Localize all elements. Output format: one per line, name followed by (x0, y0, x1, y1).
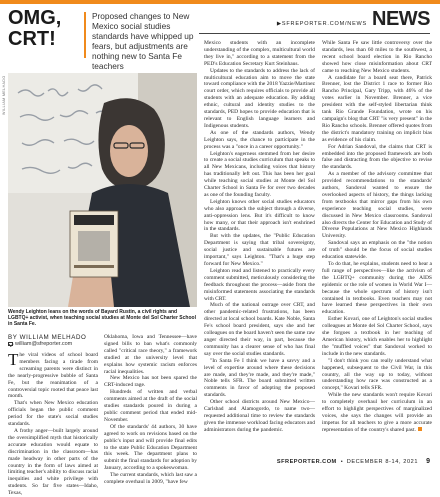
body-paragraph: Leighton's eagerness stemmed from her desire to create a social studies curriculum that speaks to all New Mexicans, including voices that history has traditionally left out. This has been her goal while teaching social studies at Monte del Sol Charter School in Santa Fe for over two decades as one of the founding faculty. (204, 150, 315, 198)
body-paragraph: Other school districts around New Mexico—Carlsbad and Alamogordo, to name two—requested additional time to review the standards given the immense workload facing educators and administrators during the pandemic. (204, 399, 315, 433)
body-column-1a (8, 350, 98, 497)
body-paragraph: New Mexico has not been spared the CRT-induced rage. (104, 375, 197, 389)
page-footer (277, 458, 430, 465)
section-header (277, 8, 430, 31)
body-paragraph: Hundreds of written and verbal comments aimed at the draft of the social studies standards poured in during a public comment period that ended mid-November. (104, 389, 197, 423)
body-paragraph: A frothy anger—built largely around the oversimplified myth that historically accurate education would equate to discrimination in the classroom—has made headway in other parts of the country in the form of laws aimed at limiting teacher's ability to discuss racial inequities and white privilege with students. So far five states—Idaho, Texas, (8, 427, 98, 497)
body-paragraph: Leighton read and listened to practically every comment submitted, meticulously considering the feedback throughout the process—aside from the misinformed statements associating the standards with CRT. (204, 267, 315, 302)
teacher-photo-illustration (8, 73, 197, 307)
body-paragraph: To do that, he explains, students need to hear a full range of perspectives—like the activism of the LGBTQ+ community during the AIDS epidemic or the role of women in World War I—because the whole spectrum of history isn't contained in textbooks. Even teachers may not have learned these perspectives in their own education. (322, 261, 432, 316)
body-paragraph: Much of the national outrage over CRT, and other pandemic-related frustrations, has been directed at local school boards. Kate Noble, Santa Fe's school board president, says she and her colleagues on the board haven't seen the same raw anger directed their way, in part, because the community has a clearer sense of who has final say over the social studies standards. (204, 302, 315, 357)
photo-credit: WILLIAM MELHADO (2, 75, 6, 115)
body-paragraph: Sandoval says an emphasis on the "the notion of truth" should be the focus of social studies education statewide. (322, 240, 432, 261)
drop-cap: T (8, 350, 19, 369)
top-accent-rule (0, 0, 440, 4)
article-headline: OMG, CRT! (8, 7, 62, 50)
body-paragraph: But with the updates, the "Public Education Department is saying that tribal sovereignty, social justice and sustainable futures are important," says Leighton. "That's a huge step forward for New Mexico." (204, 233, 315, 267)
body-paragraph: "I don't think you can really understand what happened, subsequent to the Civil War, in this country, all the way up to today, without understanding how race was constructed as a concept," Kovari tells SFR. (322, 357, 432, 392)
article-deck: Proposed changes to New Mexico social studies standards have whipped up fears, but adjustments are nothing new to Santa Fe teachers (92, 11, 194, 71)
body-paragraph: Updates to the standards to address the lack of multicultural education aim to move the state toward compliance with the 2018 Yazzie/Martinez court order, which requires officials to provide all students with an adequate education. By adding ethnic, cultural and identity studies to the standards, PED hopes to provide education that is relevant to English language learners and Indigenous students. (204, 67, 315, 129)
envelope-icon (8, 342, 13, 346)
end-of-story-mark (418, 427, 422, 431)
author-email (8, 341, 72, 347)
photo-caption: Wendy Leighton leans on the words of Bayard Rustin, a civil rights and LGBTQ+ activist, when teaching social studies at Monte del Sol Charter School in Santa Fe. (8, 309, 196, 328)
body-paragraph: Mexico students with an incomplete understanding of the complex, multicultural world they live in," according to a statement from the PED's Education Secretary Kurt Steinhaus. (204, 40, 315, 67)
body-paragraph: "In Santa Fe I think we have a savvy and a level of expertise around where these decisions are made, and they're made, and they're made," Noble tells SFR. The board submitted written comments in favor of adopting the proposed standards. (204, 357, 315, 399)
section-url-link[interactable]: ▶SFREPORTER.COM/NEWS (276, 21, 367, 27)
body-paragraph: That's when New Mexico education officials began the public comment period for the state's social studies standards. (8, 400, 98, 428)
article-photo (8, 73, 197, 307)
body-paragraph: Of the standards' 44 authors, 30 have agreed to work on revisions based on the public's input and will provide final edits to the state Public Education Department this week. The department plans to submit the final standards for adoption by January, according to a spokeswoman. (104, 423, 197, 472)
header-divider (199, 33, 430, 34)
lead-paragraph: The viral videos of school board members facing a tirade from screaming parents were distinct in the nearly-progressive bubble of Santa Fe, but the reanimation of a controversial topic rooted that peace last month. (8, 350, 98, 400)
issue-date: DECEMBER 8-14, 2021 (346, 459, 419, 465)
body-paragraph: A candidate for a board seat there, Patrick Brenner, lost the District 1 race to former Rio Rancho Principal, Gary Tripp, with 46% of the votes earlier in November. Brenner, a vice president with the self-styled libertarian think tank Rio Grande Foundation, wrote on his campaign's blog that CRT "is very present" in the Rio Rancho schools. Brenner offered quotes from the district's mandatory training on implicit bias as evidence of his claim. (322, 74, 432, 143)
byline: BY WILLIAM MELHADO (8, 334, 87, 341)
body-paragraph: As a member of the advisory committee that provided recommendations to the standards' authors, Sandoval wanted to ensure the overlooked aspects of history, the things lacking from textbooks that mirror gaps from his own experience teaching social studies, were discussed in New Mexico classrooms. Sandoval also directs the Center for Education and Study of Diverse Populations at New Mexico Highlands University. (322, 171, 432, 240)
deck-accent-bar (84, 12, 86, 58)
body-paragraph: As one of the standards authors, Wendy Leighton says, the chance to participate in the process was a "once in a career opportunity." (204, 129, 315, 150)
body-column-3 (322, 40, 432, 450)
section-name: NEWS (372, 8, 430, 30)
body-column-1b (104, 334, 197, 486)
body-paragraph: While the new standards won't require Kovari to completely overhaul her curriculum in an effort to highlight perspectives of marginalized voices, she says the changes will provide an impetus for all teachers to give a more accurate representation of the country's shared past. (322, 392, 432, 433)
footer-separator: • (340, 459, 343, 465)
body-paragraph: Leighton knows other social studies educators who also approach the subject through a diverse, anti-oppression lens. But it's difficult to know how many, or that their approach isn't enshrined in the standards. (204, 198, 315, 233)
body-paragraph: The current standards, which last saw a complete overhaul in 2009, "have few (104, 472, 197, 486)
body-paragraph: Oklahoma, Iowa and Tennessee—have signed bills to ban what's commonly called "critical race theory," a framework studied at the university level that explains how systemic racism enforces racial inequalities. (104, 334, 197, 375)
author-email-link[interactable]: william@sfreporter.com (15, 341, 73, 347)
body-paragraph: For Adrian Sandoval, the claims that CRT is embedded into the proposed framework are both false and distracting from the objective to revise the standards. (322, 143, 432, 171)
body-paragraph: Esther Kovari, one of Leighton's social studies colleagues at Monte del Sol Charter School, says she forgoes a textbook in her teaching of American history, which enables her to highlight the "muffled voices" that Sandoval worked to include in the new standards. (322, 316, 432, 357)
body-column-2 (204, 40, 315, 468)
page-number: 9 (426, 458, 430, 465)
body-paragraph: While Santa Fe saw little controversy over the standards, less than 60 miles to the southwest, a recent school board election in Rio Rancho showed how close misinformation about CRT came to reaching New Mexico students. (322, 40, 432, 74)
footer-site[interactable]: SFREPORTER.COM (276, 459, 337, 465)
